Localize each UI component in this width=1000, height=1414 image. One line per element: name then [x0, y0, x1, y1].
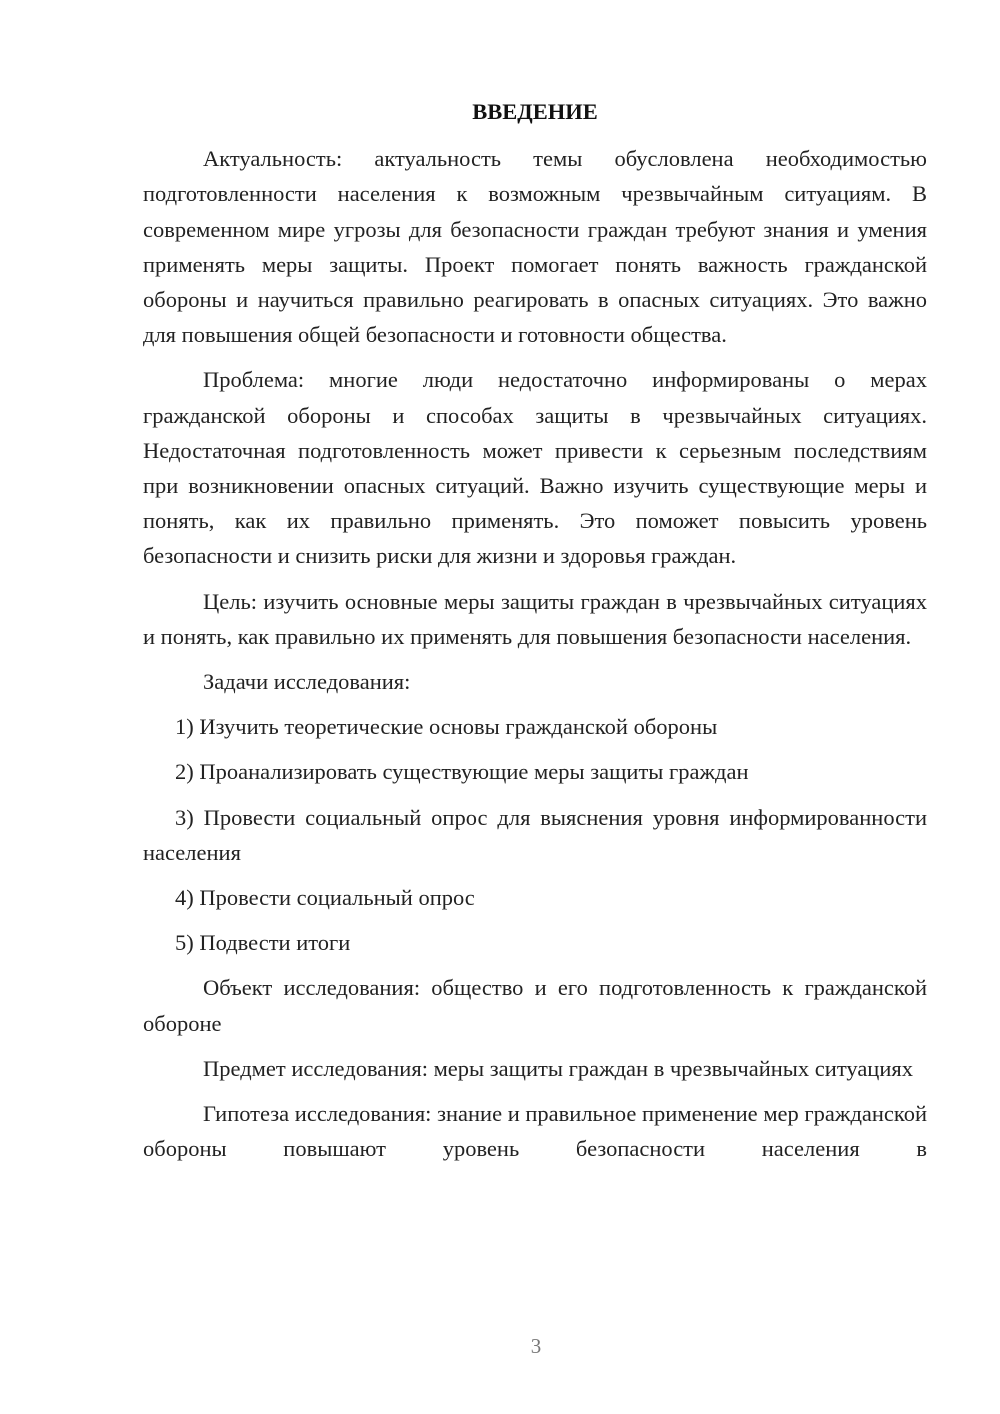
relevance-paragraph: Актуальность: актуальность темы обусловлена необходимостью подготовленности населения к возможным чрезвычайным ситуациям. В современном мире угрозы для безопасности граждан требуют знания и умения применять меры защиты. Проект помогает понять важность гражданской обороны и научиться правильно реагировать в опасных ситуациях. Это важно для повышения общей безопасности и готовности общества. [143, 146, 927, 348]
section-title: ВВЕДЕНИЕ [472, 99, 598, 124]
task-item-5: 5) Подвести итоги [175, 930, 351, 956]
task-item-4: 4) Провести социальный опрос [175, 885, 475, 911]
problem-paragraph: Проблема: многие люди недостаточно информированы о мерах гражданской обороны и способах защиты в чрезвычайных ситуациях. Недостаточная подготовленность может привести к серьезным последствиям при возникновении опасных ситуаций. Важно изучить существующие меры и понять, как их правильно применять. Это поможет повысить уровень безопасности и снизить риски для жизни и здоровья граждан. [143, 367, 927, 569]
task-item-1: 1) Изучить теоретические основы гражданской обороны [175, 714, 718, 740]
object-paragraph: Объект исследования: общество и его подготовленность к гражданской обороне [143, 975, 927, 1036]
subject-paragraph: Предмет исследования: меры защиты граждан в чрезвычайных ситуациях [203, 1055, 913, 1081]
goal-paragraph: Цель: изучить основные меры защиты граждан в чрезвычайных ситуациях и понять, как правильно их применять для повышения безопасности населения. [143, 588, 927, 649]
page-number: 3 [530, 1334, 542, 1358]
task-item-2: 2) Проанализировать существующие меры защиты граждан [175, 759, 749, 785]
task-item-3: 3) Провести социальный опрос для выяснения уровня информированности населения [143, 804, 927, 865]
page-body [143, 94, 927, 1176]
tasks-heading: Задачи исследования: [203, 669, 411, 695]
hypothesis-paragraph: Гипотеза исследования: знание и правильное применение мер гражданской обороны повышают уровень безопасности населения в [143, 1101, 927, 1162]
